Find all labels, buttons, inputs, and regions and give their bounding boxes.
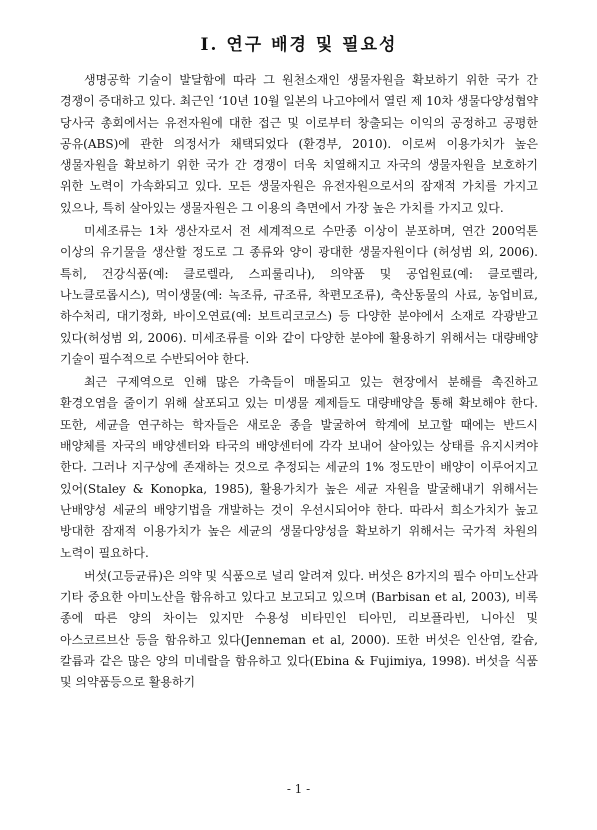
document-page	[60, 34, 538, 694]
paragraph-research-background: 생명공학 기술이 발달함에 따라 그 원천소재인 생물자원을 확보하기 위한 국가 간 경쟁이 증대하고 있다. 최근인 ‘10년 10월 일본의 나고야에서 열린 제 10차 생물다양성협약 당사국 총회에서는 유전자원에 대한 접근 및 이로부터 창출되는 이익의 공정하고 공평한 공유(ABS)에 관한 의정서가 채택되었다 (환경부, 2010). 이로써 이용가치가 높은 생물자원을 확보하기 위한 국가 간 경쟁이 더욱 치열해지고 자국의 생물자원을 보호하기 위한 노력이 가속화되고 있다. 모든 생물자원은 유전자원으로서의 잠재적 가치를 가지고 있으나, 특히 살아있는 생물자원은 그 이용의 측면에서 가장 높은 가치를 가지고 있다.	[60, 73, 538, 215]
section-title: Ⅰ. 연구 배경 및 필요성	[200, 35, 398, 55]
paragraph-bacteria: 최근 구제역으로 인해 많은 가축들이 매몰되고 있는 현장에서 분해를 촉진하고 환경오염을 줄이기 위해 살포되고 있는 미생물 제제들도 대량배양을 통해 확보해야 한다. 또한, 세균을 연구하는 학자들은 새로운 종을 발굴하여 학계에 보고할 때에는 반드시 배양체를 자국의 배양센터와 타국의 배양센터에 각각 보내어 살아있는 상태를 유지시켜야 한다. 그러나 지구상에 존재하는 것으로 추정되는 세균의 1% 정도만이 배양이 이루어지고 있어(Staley & Konopka, 1985), 활용가치가 높은 세균 자원을 발굴해내기 위해서는 난배양성 세균의 배양기법을 개발하는 것이 우선시되어야 한다. 따라서 희소가치가 높고 방대한 잠재적 이용가치가 높은 세균의 생물다양성을 확보하기 위해서는 국가적 차원의 노력이 필요하다.	[60, 375, 538, 560]
paragraph-mushrooms: 버섯(고등균류)은 의약 및 식품으로 널리 알려져 있다. 버섯은 8가지의 필수 아미노산과 기타 중요한 아미노산을 함유하고 있다고 보고되고 있으며 (Barbisan et al, 2003), 비록 종에 따른 양의 차이는 있지만 수용성 비타민인 티아민, 리보플라빈, 니아신 및 아스코르브산 등을 함유하고 있다(Jenneman et al, 2000). 또한 버섯은 인산염, 칼슘, 칼륨과 같은 많은 양의 미네랄을 함유하고 있다(Ebina & Fujimiya, 1998). 버섯을 식품 및 의약품등으로 활용하기	[60, 568, 538, 690]
paragraph-microalgae: 미세조류는 1차 생산자로서 전 세계적으로 수만종 이상이 분포하며, 연간 200억톤 이상의 유기물을 생산할 정도로 그 종류와 양이 광대한 생물자원이다 (허성범 외, 2006). 특히, 건강식품(예: 클로렐라, 스피룰리나), 의약품 및 공업원료(예: 클로렐라, 나노클로롭시스), 먹이생물(예: 녹조류, 규조류, 착편모조류), 축산동물의 사료, 농업비료, 하수처리, 대기정화, 바이오연료(예: 보트리코코스) 등 다양한 분야에서 소재로 각광받고 있다(허성범 외, 2006). 미세조류를 이와 같이 다양한 분야에 활용하기 위해서는 대량배양 기술이 필수적으로 수반되어야 한다.	[60, 224, 538, 366]
page-number: - 1 -	[286, 782, 311, 796]
